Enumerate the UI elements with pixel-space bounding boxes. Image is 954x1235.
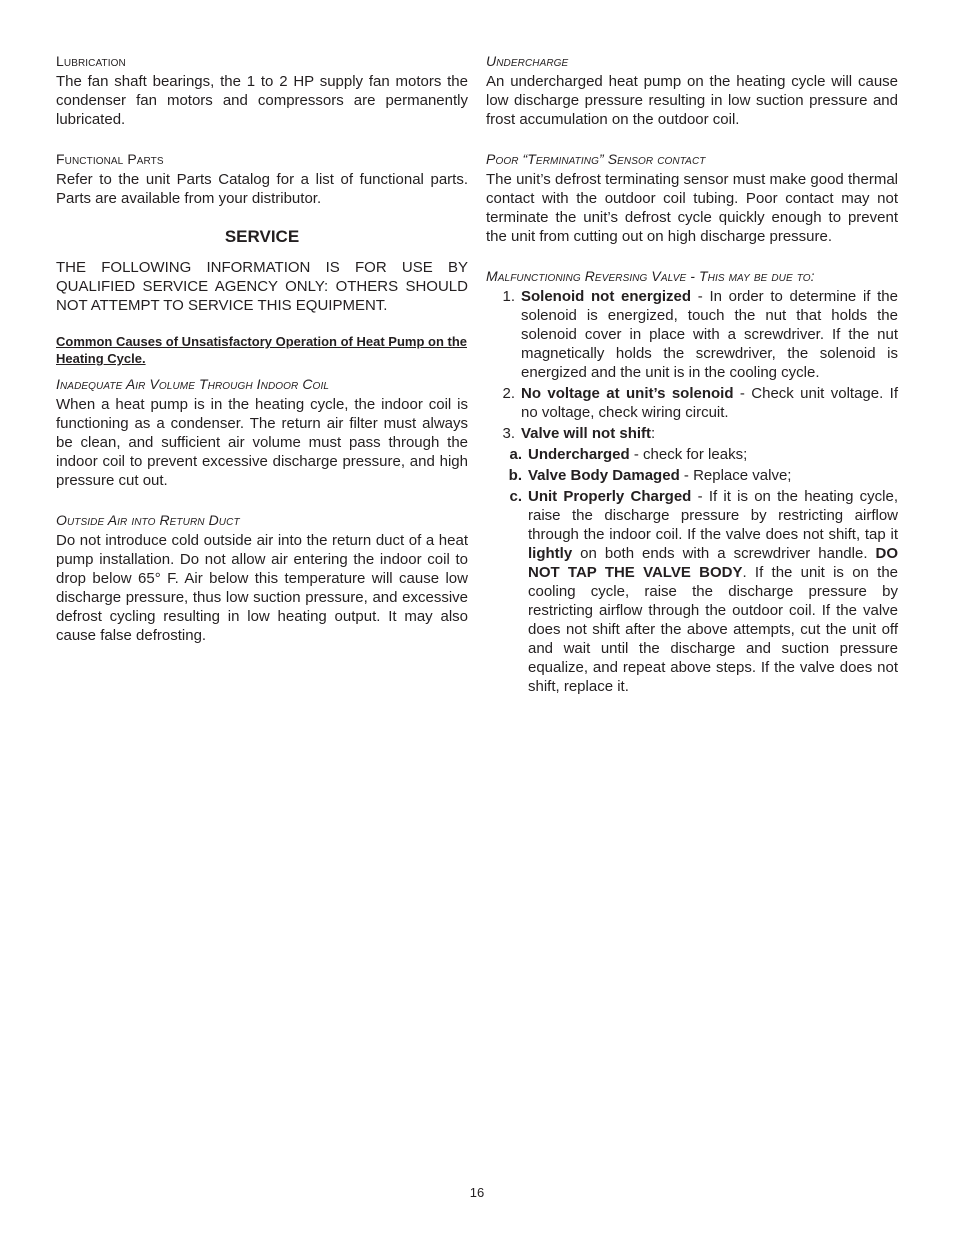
outside-air-heading: Outside Air into Return Duct (56, 512, 240, 528)
list-item-text: - In order to determine if the solenoid is energized, touch the nut that holds the solenoid cover in place with a screwdriver. If the nut magnetically holds the screwdriver, the solenoid is energized and the unit is in the cooling cycle. (521, 288, 898, 381)
list-item-label: No voltage at unit’s solenoid (521, 385, 734, 402)
lubrication-heading: Lubrication (56, 53, 126, 69)
poor-sensor-heading: Poor “Terminating” Sensor contact (486, 151, 706, 167)
malfunction-heading: Malfunctioning Reversing Valve - This may be due to: (486, 268, 815, 284)
service-title: SERVICE (224, 227, 300, 246)
right-column (486, 52, 898, 698)
sub-item-letter: c. (509, 488, 522, 505)
sub-item-label: Undercharged (528, 446, 630, 463)
list-item-label: Solenoid not energized (521, 288, 692, 305)
undercharge-heading: Undercharge (486, 53, 569, 69)
common-causes-heading: Common Causes of Unsatisfactory Operation of Heat Pump on the Heating Cycle. (56, 334, 467, 366)
lubrication-text: The fan shaft bearings, the 1 to 2 HP supply fan motors the condenser fan motors and compressors are permanently lubricated. (56, 73, 468, 128)
sub-item-text: - If it is on the heating cycle, raise the discharge pressure by restricting airflow through the indoor coil. If the valve does not shift, tap it (528, 488, 898, 543)
left-column (56, 52, 468, 645)
sub-item-label: Unit Properly Charged (528, 488, 692, 505)
list-item-number: 1. (502, 288, 515, 305)
sub-item-text: - Replace valve; (679, 467, 792, 484)
poor-sensor-text: The unit’s defrost terminating sensor must make good thermal contact with the outdoor coil tubing. Poor contact may not terminate the unit’s defrost cycle quickly enough to prevent the unit from cutting out on high discharge pressure. (486, 171, 898, 245)
sub-item-warning: DO NOT TAP THE VALVE BODY (528, 545, 898, 581)
malfunction-list (486, 287, 898, 696)
inadequate-air-text: When a heat pump is in the heating cycle, the indoor coil is functioning as a condenser. The return air filter must always be clean, and sufficient air volume must pass through the indoor coil to prevent excessive discharge pressure, and high pressure cut out. (56, 396, 468, 489)
outside-air-text: Do not introduce cold outside air into the return duct of a heat pump installation. Do not allow air entering the indoor coil to drop below 65° F. Air below this temperature will cause low discharge pressure, thus low suction pressure, and excessive defrost cycling resulting in low heating output. It may also cause false defrosting. (56, 532, 468, 644)
list-item (486, 287, 898, 382)
sub-list-item (486, 445, 898, 464)
functional-parts-heading: Functional Parts (56, 151, 164, 167)
sub-item-letter: b. (508, 467, 522, 484)
sub-item-emphasis: lightly (528, 545, 573, 562)
inadequate-air-heading: Inadequate Air Volume Through Indoor Coil (56, 376, 329, 392)
sub-item-text: on both ends with a screwdriver handle. (572, 545, 876, 562)
list-item-text: : (651, 425, 656, 442)
undercharge-text: An undercharged heat pump on the heating cycle will cause low discharge pressure resulting in low suction pressure and frost accumulation on the outdoor coil. (486, 73, 898, 128)
sub-list-item (486, 487, 898, 696)
sub-item-text: . If the unit is on the cooling cycle, raise the discharge pressure by restricting airflow through the outdoor coil. If the valve does not shift after the above attempts, cut the unit off and wait until the discharge and suction pressure equalize, and repeat above steps. If the valve does not shift, replace it. (528, 564, 898, 695)
sub-item-label: Valve Body Damaged (528, 467, 680, 484)
functional-parts-text: Refer to the unit Parts Catalog for a list of functional parts. Parts are available from your distributor. (56, 171, 468, 207)
list-item-number: 2. (502, 385, 515, 402)
list-item (486, 384, 898, 422)
list-item-label: Valve will not shift (521, 425, 652, 442)
sub-list-item (486, 466, 898, 485)
page-number: 16 (469, 1185, 485, 1200)
sub-item-text: - check for leaks; (629, 446, 748, 463)
list-item-text: - Check unit voltage. If no voltage, check wiring circuit. (521, 385, 898, 421)
sub-item-letter: a. (509, 446, 522, 463)
list-item-number: 3. (502, 425, 515, 442)
service-warning: THE FOLLOWING INFORMATION IS FOR USE BY QUALIFIED SERVICE AGENCY ONLY: OTHERS SHOULD NOT ATTEMPT TO SERVICE THIS EQUIPMENT. (56, 259, 468, 314)
list-item (486, 424, 898, 443)
